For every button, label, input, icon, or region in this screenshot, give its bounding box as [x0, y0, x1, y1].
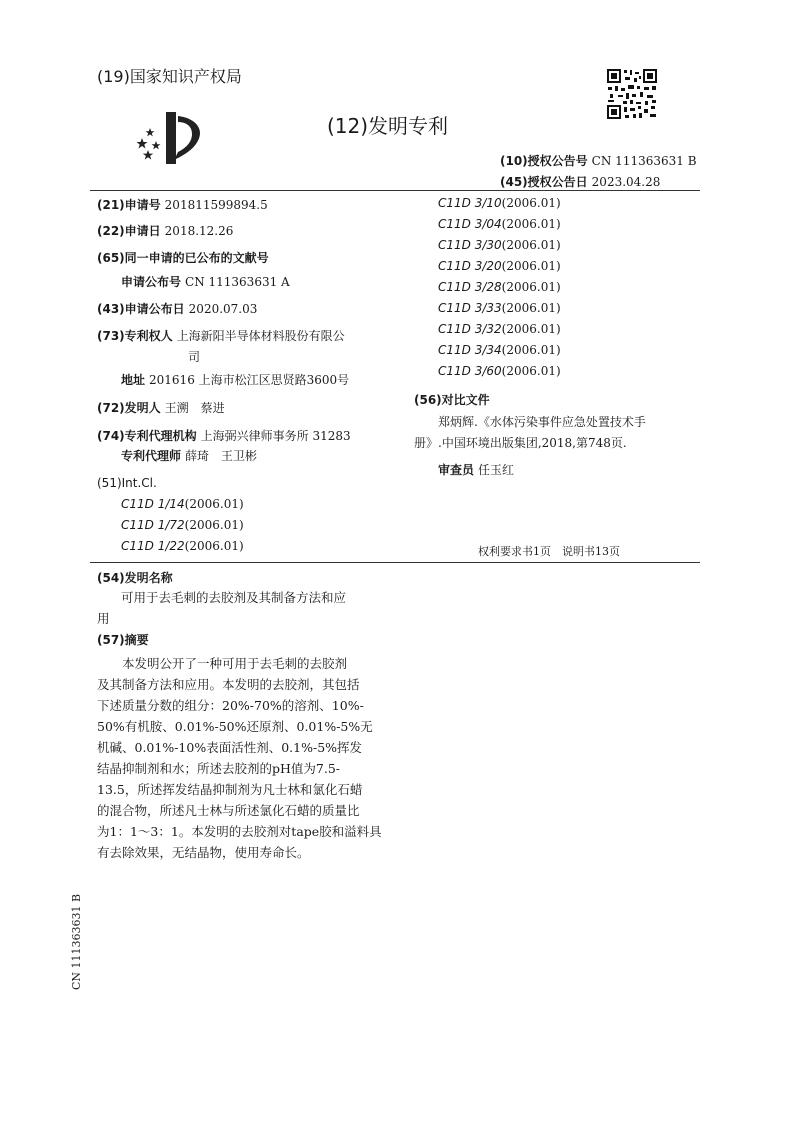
inventor-label: (72)发明人: [97, 401, 161, 415]
section-divider: [90, 562, 700, 563]
class-version: (2006.01): [184, 497, 244, 511]
class-version: (2006.01): [501, 322, 561, 336]
application-date-row: [97, 222, 233, 239]
application-number: 201811599894.5: [164, 198, 268, 212]
class-item: [438, 238, 561, 252]
header-divider: [90, 190, 700, 191]
app-pub-date-label: (43)申请公布日: [97, 302, 185, 316]
grant-pub-date: 2023.04.28: [591, 175, 661, 189]
class-code: C11D 3/20: [438, 259, 502, 273]
app-pub-no-label: 申请公布号: [121, 275, 182, 289]
class-item: [438, 322, 561, 336]
address-label: 地址: [121, 373, 146, 387]
abstract-line: 有去除效果，无结晶物，使用寿命长。: [97, 845, 310, 860]
inventor-row: [97, 399, 225, 416]
invention-title-line1: 可用于去毛刺的去胶剂及其制备方法和应: [121, 590, 347, 605]
app-pub-date: 2020.07.03: [188, 302, 258, 316]
prior-publication-text: (65)同一申请的已公布的文献号: [97, 251, 269, 265]
prior-publication-label: [97, 249, 269, 266]
class-item: [438, 217, 561, 231]
class-item: [438, 301, 561, 315]
agency-row: [97, 427, 351, 444]
intcl-label: [97, 476, 157, 490]
address-row: [121, 371, 349, 388]
patentee-label: (73)专利权人: [97, 329, 173, 343]
abstract-line: 结晶抑制剂和水；所述去胶剂的pH值为7.5-: [97, 761, 341, 776]
abstract-line: 13.5，所述挥发结晶抑制剂为凡士林和氯化石蜡: [97, 782, 363, 797]
agency-label: (74)专利代理机构: [97, 429, 197, 443]
grant-pub-no-row: [500, 152, 697, 169]
patent-type-title: (12)发明专利: [327, 114, 449, 138]
patentee-row: [97, 327, 345, 344]
abstract-line: 为1：1～3：1。本发明的去胶剂对tape胶和溢料具: [97, 824, 382, 839]
abstract-line: 50%有机胺、0.01%-50%还原剂、0.01%-5%无: [97, 719, 373, 734]
class-item: [438, 280, 561, 294]
app-pub-no-row: [121, 273, 290, 290]
grant-pub-no-label: (10)授权公告号: [500, 154, 588, 168]
abstract-line: 机碱、0.01%-10%表面活性剂、0.1%-5%挥发: [97, 740, 363, 755]
class-code: C11D 3/10: [438, 196, 502, 210]
page-count: 权利要求书1页 说明书13页: [478, 545, 620, 558]
class-code: C11D 3/04: [438, 217, 502, 231]
grant-pub-no: CN 111363631 B: [591, 154, 697, 168]
class-code: C11D 3/30: [438, 238, 502, 252]
abstract-text: [97, 653, 407, 863]
application-date-label: (22)申请日: [97, 224, 161, 238]
invention-title-line2: 用: [97, 611, 110, 626]
grant-pub-date-row: [500, 173, 660, 190]
class-item: [438, 364, 561, 378]
office-name: (19)国家知识产权局: [97, 67, 242, 86]
class-version: (2006.01): [501, 280, 561, 294]
agent-row: [121, 447, 257, 464]
class-version: (2006.01): [184, 518, 244, 532]
side-patent-number: CN 111363631 B: [70, 893, 83, 990]
invention-title-label: (54)发明名称: [97, 571, 173, 585]
patentee-line1: 上海新阳半导体材料股份有限公: [176, 329, 345, 343]
application-number-label: (21)申请号: [97, 198, 161, 212]
app-pub-no: CN 111363631 A: [185, 275, 290, 289]
class-code: C11D 1/22: [121, 539, 185, 553]
intcl-item: [121, 518, 244, 532]
examiner-row: [438, 461, 514, 478]
cnipa-logo-icon: [130, 108, 210, 168]
inventors: 王溯 蔡进: [164, 401, 225, 415]
class-version: (2006.01): [501, 238, 561, 252]
application-date: 2018.12.26: [164, 224, 234, 238]
class-version: (2006.01): [501, 343, 561, 357]
address: 201616 上海市松江区思贤路3600号: [149, 373, 350, 387]
class-version: (2006.01): [501, 364, 561, 378]
qr-code-icon: [606, 68, 658, 120]
class-version: (2006.01): [184, 539, 244, 553]
class-item: [438, 196, 561, 210]
class-code: C11D 3/28: [438, 280, 502, 294]
class-code: C11D 3/34: [438, 343, 502, 357]
abstract-line: 的混合物，所述凡士林与所述氯化石蜡的质量比: [97, 803, 360, 818]
abstract-line: 本发明公开了一种可用于去毛刺的去胶剂: [97, 656, 348, 671]
class-version: (2006.01): [501, 217, 561, 231]
application-number-row: [97, 196, 268, 213]
patentee-line2: 司: [188, 350, 201, 364]
agents: 薛琦 王卫彬: [185, 449, 258, 463]
intcl-item: [121, 539, 244, 553]
class-code: C11D 1/72: [121, 518, 185, 532]
abstract-line: 及其制备方法和应用。本发明的去胶剂，其包括: [97, 677, 360, 692]
references-label: (56)对比文件: [414, 393, 490, 407]
app-pub-date-row: [97, 300, 257, 317]
reference-line2: 册》.中国环境出版集团,2018,第748页.: [414, 436, 627, 450]
class-code: C11D 3/32: [438, 322, 502, 336]
abstract-label: (57)摘要: [97, 633, 149, 647]
class-item: [438, 343, 561, 357]
class-version: (2006.01): [501, 301, 561, 315]
class-code: C11D 1/14: [121, 497, 185, 511]
class-code: C11D 3/33: [438, 301, 502, 315]
abstract-line: 下述质量分数的组分：20%-70%的溶剂、10%-: [97, 698, 364, 713]
examiner: 任玉红: [478, 463, 515, 477]
class-code: C11D 3/60: [438, 364, 502, 378]
reference-line1: 郑炳辉.《水体污染事件应急处置技术手: [438, 415, 646, 429]
class-item: [438, 259, 561, 273]
agent-label: 专利代理师: [121, 449, 182, 463]
class-version: (2006.01): [501, 196, 561, 210]
examiner-label: 审查员: [438, 463, 475, 477]
grant-pub-date-label: (45)授权公告日: [500, 175, 588, 189]
agency: 上海弼兴律师事务所 31283: [200, 429, 351, 443]
intcl-label-text: (51)Int.Cl.: [97, 476, 157, 490]
intcl-item: [121, 497, 244, 511]
class-version: (2006.01): [501, 259, 561, 273]
